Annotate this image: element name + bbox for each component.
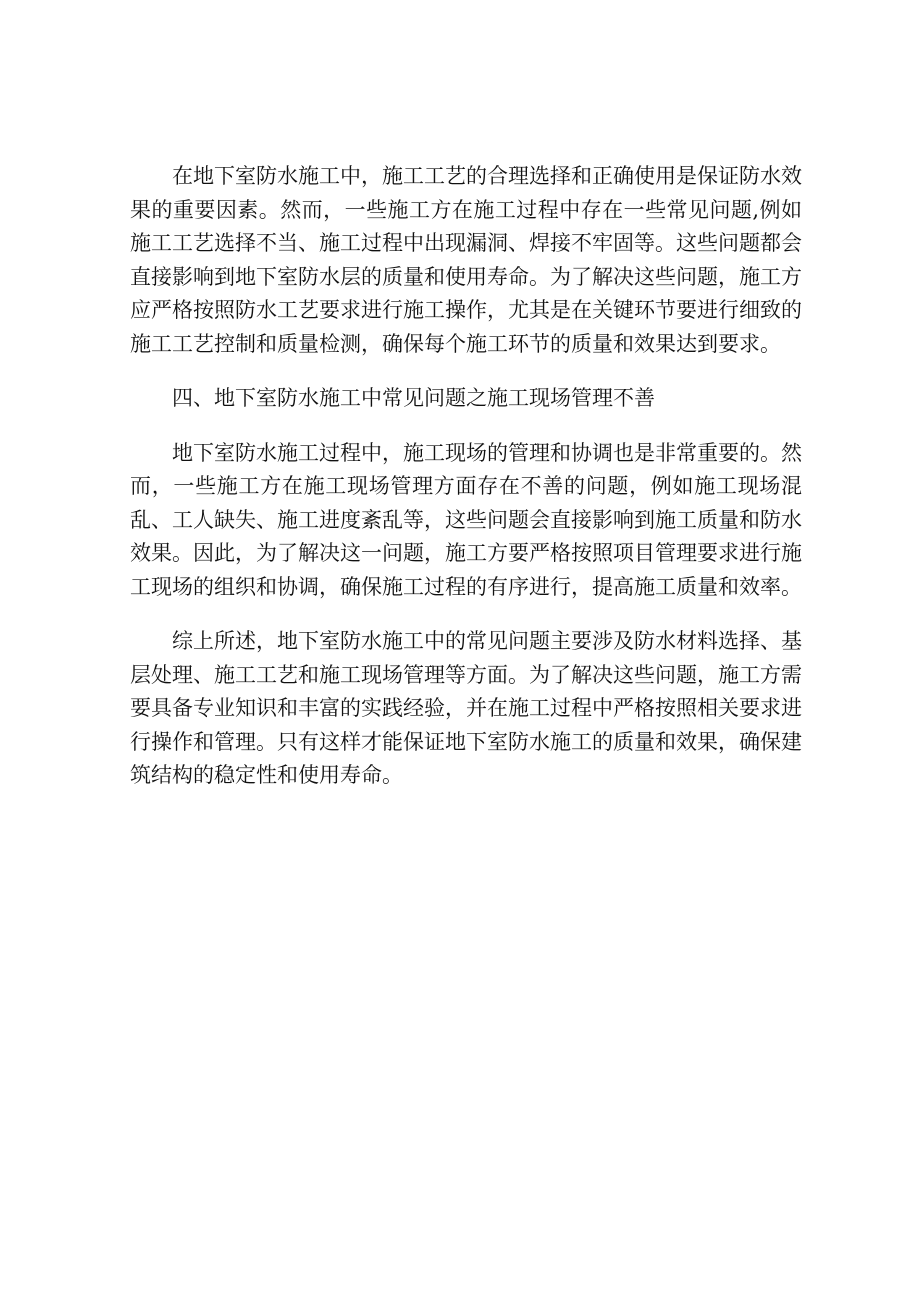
- section-heading-site-management: 四、地下室防水施工中常见问题之施工现场管理不善: [172, 386, 655, 410]
- paragraph-construction-process: 在地下室防水施工中，施工工艺的合理选择和正确使用是保证防水效果的重要因素。然而，一些施工方在施工过程中存在一些常见问题,例如施工工艺选择不当、施工过程中出现漏洞、焊接不牢固等。这些问题都会直接影响到地下室防水层的质量和使用寿命。为了解决这些问题，施工方应严格按照防水工艺要求进行施工操作，尤其是在关键环节要进行细致的施工工艺控制和质量检测，确保每个施工环节的质量和效果达到要求。: [130, 164, 802, 356]
- paragraph-conclusion: 综上所述，地下室防水施工中的常见问题主要涉及防水材料选择、基层处理、施工工艺和施工现场管理等方面。为了解决这些问题，施工方需要具备专业知识和丰富的实践经验，并在施工过程中严格按照相关要求进行操作和管理。只有这样才能保证地下室防水施工的质量和效果，确保建筑结构的稳定性和使用寿命。: [130, 629, 802, 787]
- paragraph-site-management: 地下室防水施工过程中，施工现场的管理和协调也是非常重要的。然而，一些施工方在施工现场管理方面存在不善的问题，例如施工现场混乱、工人缺失、施工进度紊乱等，这些问题会直接影响到施工质量和防水效果。因此，为了解决这一问题，施工方要严格按照项目管理要求进行施工现场的组织和协调，确保施工过程的有序进行，提高施工质量和效率。: [130, 440, 802, 599]
- document-body: [130, 160, 802, 814]
